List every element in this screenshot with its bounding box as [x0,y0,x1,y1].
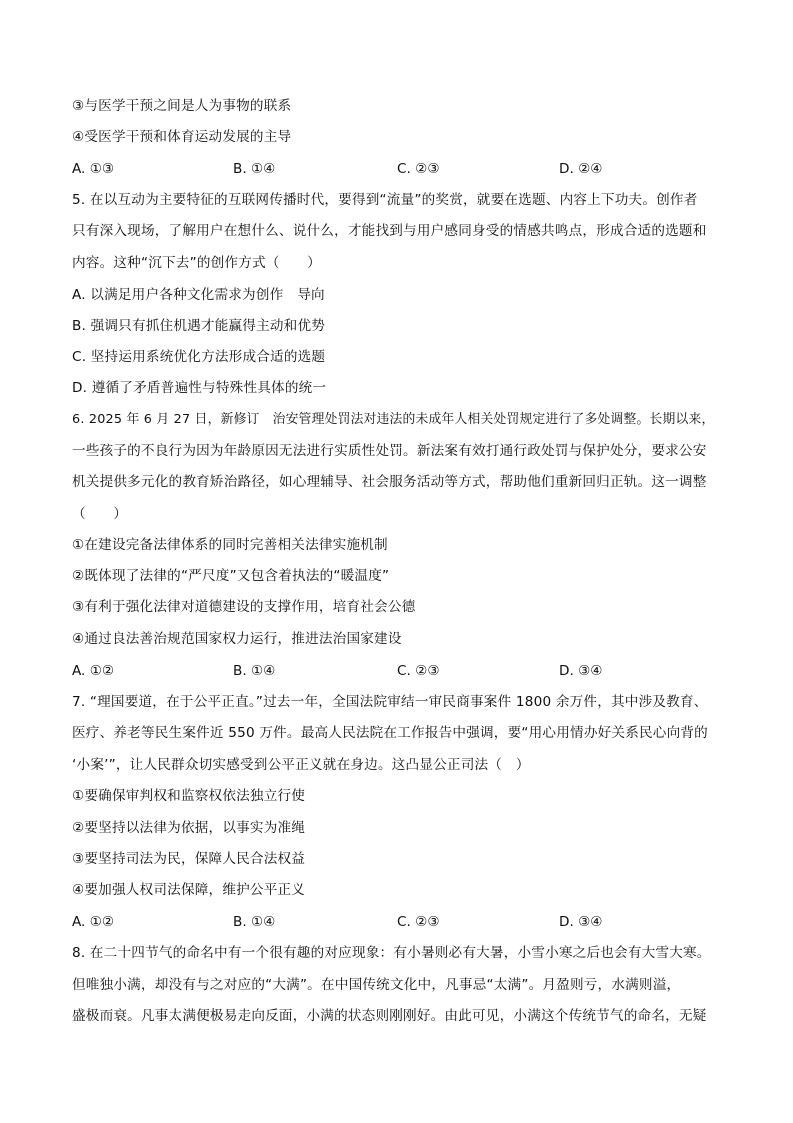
q5-option-a: A. 以满足用户各种文化需求为创作 导向 [72,287,325,303]
q7-options [72,913,632,931]
q6-options [72,662,632,680]
q6-stem-line-3: 机关提供多元化的教育矫治路径，如心理辅导、社会服务活动等方式，帮助他们重新回归正轨。这一调整 [72,474,707,490]
q5-option-c: C. 坚持运用系统优化方法形成合适的选题 [72,349,326,365]
q5-stem-line-2: 只有深入现场，了解用户在想什么、说什么，才能找到与用户感同身受的情感共鸣点，形成合适的选题和 [72,223,707,239]
q7-stem-line-3: ‘小案’”，让人民群众切实感受到公平正义就在身边。这凸显公正司法（ ） [72,757,530,773]
q6-stem-line-1: 6. 2025 年 6 月 27 日，新修订 治安管理处罚法对违法的未成年人相关处罚规定进行了多处调整。长期以来， [72,412,715,427]
q6-option-a: A. ①② [72,663,115,679]
q7-item-3: ③要坚持司法为民，保障人民合法权益 [72,851,306,867]
q7-option-c: C. ②③ [397,914,440,930]
q6-item-3: ③有利于强化法律对道德建设的支撑作用，培育社会公德 [72,599,416,615]
q8-stem-line-3: 盛极而衰。凡事太满便极易走向反面，小满的状态则刚刚好。由此可见，小满这个传统节气的命名，无疑 [72,1008,707,1024]
q4-item-4: ④受医学干预和体育运动发展的主导 [72,129,292,145]
q7-item-4: ④要加强人权司法保障，维护公平正义 [72,882,306,898]
q4-item-3: ③与医学干预之间是人为事物的联系 [72,98,292,114]
q6-option-b: B. ①④ [233,663,276,679]
q6-option-c: C. ②③ [397,663,440,679]
q4-option-c: C. ②③ [397,161,440,177]
q7-option-b: B. ①④ [233,914,276,930]
q6-stem-line-2: 一些孩子的不良行为因为年龄原因无法进行实质性处罚。新法案有效打通行政处罚与保护处分，要求公安 [72,443,707,459]
q5-stem-line-1: 5. 在以互动为主要特征的互联网传播时代，要得到“流量”的奖赏，就要在选题、内容上下功夫。创作者 [72,192,698,208]
q6-item-1: ①在建设完备法律体系的同时完善相关法律实施机制 [72,537,388,553]
q8-stem-line-2: 但唯独小满，却没有与之对应的“大满”。在中国传统文化中，凡事忌“太满”。月盈则亏，水满则溢， [72,977,681,993]
q7-item-1: ①要确保审判权和监察权依法独立行使 [72,788,306,804]
q6-item-4: ④通过良法善治规范国家权力运行，推进法治国家建设 [72,631,402,647]
q7-item-2: ②要坚持以法律为依据，以事实为准绳 [72,820,306,836]
q7-option-a: A. ①② [72,914,115,930]
q7-option-d: D. ③④ [559,914,603,930]
q5-option-b: B. 强调只有抓住机遇才能赢得主动和优势 [72,318,326,334]
q5-option-d: D. 遵循了矛盾普遍性与特殊性具体的统一 [72,380,327,396]
q7-stem-line-2: 医疗、养老等民生案件近 550 万件。最高人民法院在工作报告中强调，要“用心用情办好关系民心向背的 [72,725,708,741]
q7-stem-line-1: 7. “理国要道，在于公平正直。”过去一年，全国法院审结一审民商事案件 1800 余万件，其中涉及教育、 [72,694,708,710]
q4-option-b: B. ①④ [233,161,276,177]
q6-item-2: ②既体现了法律的“严尺度”又包含着执法的“暖温度” [72,568,390,584]
q6-stem-line-4: （ ） [72,506,128,522]
q6-option-d: D. ③④ [559,663,603,679]
q8-stem-line-1: 8. 在二十四节气的命名中有一个很有趣的对应现象：有小暑则必有大暑，小雪小寒之后也会有大雪大寒。 [72,945,711,961]
q4-option-a: A. ①③ [72,161,115,177]
q5-stem-line-3: 内容。这种“沉下去”的创作方式（ ） [72,255,321,271]
q4-option-d: D. ②④ [559,161,603,177]
q4-options [72,160,632,178]
